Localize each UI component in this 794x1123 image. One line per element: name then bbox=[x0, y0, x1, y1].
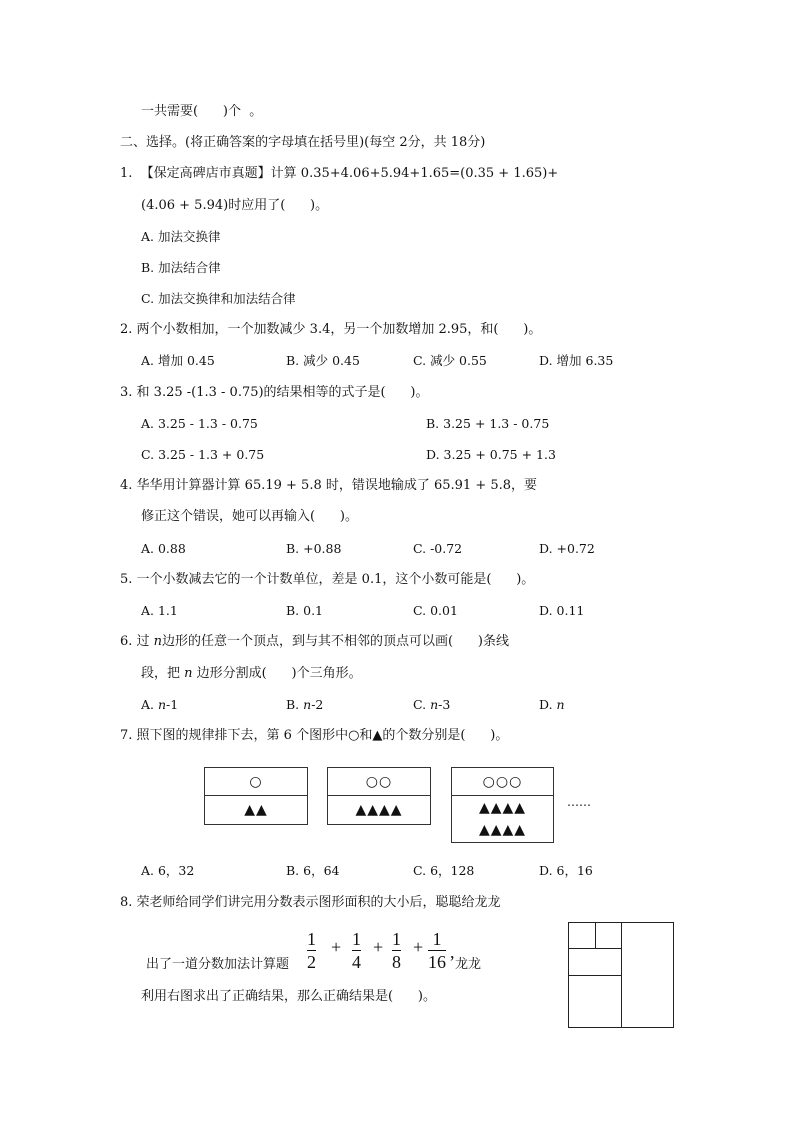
sixteenth-divider bbox=[595, 922, 596, 949]
question-2-option-b: B. 减少 0.45 bbox=[286, 353, 360, 368]
question-3-option-a: A. 3.25 - 1.3 - 0.75 bbox=[141, 416, 258, 431]
opt-label: A. bbox=[141, 697, 158, 712]
fraction-1-8 bbox=[392, 930, 401, 971]
question-6-option-c bbox=[413, 697, 450, 713]
q6-variable-n: n bbox=[153, 634, 163, 649]
section-2-heading: 二、选择。(将正确答案的字母填在括号里)(每空 2分，共 18分) bbox=[120, 135, 486, 150]
question-4-option-c: C. -0.72 bbox=[413, 541, 463, 556]
numerator: 1 bbox=[352, 929, 361, 949]
question-4-line-2: 修正这个错误，她可以再输入( )。 bbox=[141, 509, 358, 524]
fraction-bar bbox=[392, 950, 401, 951]
question-3-option-b: B. 3.25 + 1.3 - 0.75 bbox=[426, 416, 550, 431]
triangles-row: ▲▲▲▲ bbox=[478, 799, 527, 816]
question-5-option-c: C. 0.01 bbox=[413, 603, 458, 618]
plus-sign: + bbox=[331, 937, 342, 957]
denominator: 4 bbox=[352, 952, 361, 972]
question-6-line-1 bbox=[120, 634, 509, 650]
question-5-option-b: B. 0.1 bbox=[286, 603, 324, 618]
opt-variable-n: n bbox=[157, 697, 167, 712]
fraction-1-2 bbox=[307, 930, 316, 971]
question-1-option-a: A. 加法交换律 bbox=[141, 229, 221, 244]
pattern-figure-3 bbox=[451, 767, 554, 843]
opt-variable-n: n bbox=[303, 697, 312, 712]
question-5-option-a: A. 1.1 bbox=[141, 603, 178, 618]
numerator: 1 bbox=[432, 929, 442, 949]
question-6-option-a bbox=[141, 697, 178, 713]
plus-sign: + bbox=[413, 937, 424, 957]
triangles-area bbox=[452, 796, 553, 841]
question-6-option-d bbox=[539, 697, 565, 713]
triangles-row: ▲▲ bbox=[244, 801, 268, 818]
opt-label: C. bbox=[413, 697, 431, 712]
q6-line2-text: 边形分割成( )个三角形。 bbox=[192, 666, 362, 681]
quarter-divider bbox=[568, 975, 622, 976]
question-4-option-d: D. +0.72 bbox=[539, 541, 595, 556]
question-1-option-c: C. 加法交换律和加法结合律 bbox=[141, 291, 296, 306]
question-2-option-a: A. 增加 0.45 bbox=[141, 353, 215, 368]
opt-label: B. bbox=[286, 697, 304, 712]
numerator: 1 bbox=[307, 929, 316, 949]
denominator: 16 bbox=[428, 952, 446, 972]
question-5: 5. 一个小数减去它的一个计数单位，差是 0.1，这个小数可能是( )。 bbox=[120, 572, 535, 587]
comma: , bbox=[450, 942, 455, 962]
question-8-line-2-text: 出了一道分数加法计算题 bbox=[146, 957, 290, 972]
pattern-figure-2 bbox=[327, 767, 431, 825]
question-5-option-d: D. 0.11 bbox=[539, 603, 585, 618]
opt-rest: -3 bbox=[438, 697, 451, 712]
question-6-line-2 bbox=[141, 666, 362, 682]
q6-text: 边形的任意一个顶点，到与其不相邻的顶点可以画( )条线 bbox=[162, 634, 509, 649]
opt-variable-n: n bbox=[430, 697, 439, 712]
fraction-1-4 bbox=[352, 930, 361, 971]
question-7-option-a: A. 6，32 bbox=[141, 863, 195, 878]
question-3-option-d: D. 3.25 + 0.75 + 1.3 bbox=[426, 447, 556, 462]
question-8-line-3: 利用右图求出了正确结果，那么正确结果是( )。 bbox=[141, 989, 436, 1004]
question-3: 3. 和 3.25 -(1.3 - 0.75)的结果相等的式子是( )。 bbox=[120, 385, 429, 400]
denominator: 2 bbox=[307, 952, 316, 972]
opt-rest: -1 bbox=[166, 697, 179, 712]
question-3-option-c: C. 3.25 - 1.3 + 0.75 bbox=[141, 447, 265, 462]
question-1-line-2: (4.06 + 5.94)时应用了( )。 bbox=[141, 198, 329, 213]
question-7-option-d: D. 6，16 bbox=[539, 863, 593, 878]
pattern-figure-1 bbox=[204, 767, 308, 825]
triangles-row: ▲▲▲▲ bbox=[355, 801, 403, 818]
fraction-bar bbox=[352, 950, 361, 951]
circles-row: ○○ bbox=[328, 768, 430, 796]
q6-line2-variable-n: n bbox=[184, 666, 193, 681]
question-7-option-b: B. 6，64 bbox=[286, 863, 340, 878]
fraction-1-16 bbox=[428, 930, 446, 971]
triangles-row: ▲▲▲▲ bbox=[478, 821, 527, 838]
question-2: 2. 两个小数相加，一个加数减少 3.4，另一个加数增加 2.95，和( )。 bbox=[120, 322, 542, 337]
numerator: 1 bbox=[392, 929, 401, 949]
question-8-line-1: 8. 荣老师给同学们讲完用分数表示图形面积的大小后，聪聪给龙龙 bbox=[120, 895, 501, 910]
denominator: 8 bbox=[392, 952, 401, 972]
fraction-bar bbox=[428, 950, 446, 951]
question-4-line-1: 4. 华华用计算器计算 65.19 + 5.8 时，错误地输成了 65.91 + 5.8，要 bbox=[120, 478, 538, 493]
question-2-option-d: D. 增加 6.35 bbox=[539, 353, 614, 368]
question-1-line-1: 1. 【保定高碑店市真题】计算 0.35+4.06+5.94+1.65=(0.35 + 1.65)+ bbox=[120, 166, 559, 181]
question-6-option-b bbox=[286, 697, 323, 713]
question-4-option-b: B. +0.88 bbox=[286, 541, 342, 556]
continuation-line: 一共需要( )个 。 bbox=[141, 104, 263, 119]
opt-label: D. bbox=[539, 697, 557, 712]
triangles-area bbox=[328, 796, 430, 823]
q6-prefix: 6. 过 bbox=[120, 634, 154, 649]
question-2-option-c: C. 减少 0.55 bbox=[413, 353, 487, 368]
circles-row: ○○○ bbox=[452, 768, 553, 796]
circles-row: ○ bbox=[205, 768, 307, 796]
pattern-ellipsis: …… bbox=[567, 795, 591, 809]
question-8-line-2-end: 龙龙 bbox=[455, 957, 482, 972]
question-7-option-c: C. 6，128 bbox=[413, 863, 475, 878]
opt-rest: -2 bbox=[311, 697, 324, 712]
fraction-bar bbox=[307, 950, 316, 951]
plus-sign: + bbox=[373, 937, 384, 957]
question-4-option-a: A. 0.88 bbox=[141, 541, 186, 556]
triangles-area bbox=[205, 796, 307, 823]
area-diagram bbox=[568, 922, 674, 1028]
opt-variable-n: n bbox=[556, 697, 565, 712]
question-7: 7. 照下图的规律排下去，第 6 个图形中○和▲的个数分别是( )。 bbox=[120, 728, 509, 743]
q6-line2-prefix: 段，把 bbox=[141, 666, 185, 681]
question-1-option-b: B. 加法结合律 bbox=[141, 260, 221, 275]
